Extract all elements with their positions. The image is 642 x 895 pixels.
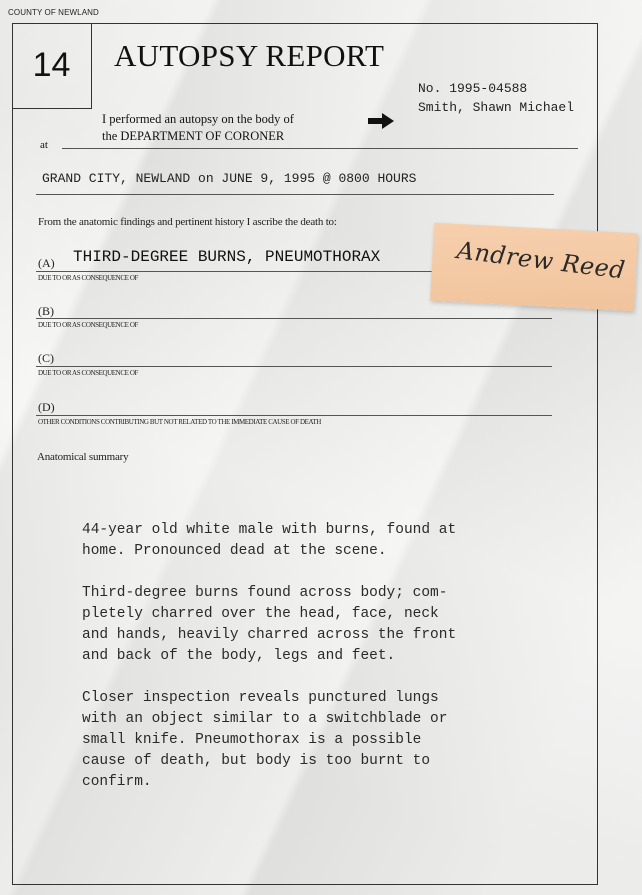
performed-line-2: the DEPARTMENT OF CORONER bbox=[102, 129, 285, 143]
cause-d-letter: (D) bbox=[38, 400, 55, 414]
cause-b-letter: (B) bbox=[38, 304, 54, 318]
summary-label: Anatomical summary bbox=[37, 451, 129, 463]
report-number: 14 bbox=[12, 23, 92, 109]
case-number: No. 1995-04588 bbox=[418, 81, 528, 96]
report-title: AUTOPSY REPORT bbox=[114, 38, 385, 73]
performed-statement bbox=[102, 111, 294, 145]
cause-c-line bbox=[36, 366, 552, 367]
cause-c-note: DUE TO OR AS CONSEQUENCE OF bbox=[38, 369, 138, 377]
cause-a-value: THIRD-DEGREE BURNS, PNEUMOTHORAX bbox=[73, 248, 381, 266]
sticky-note-text: Andrew Reed bbox=[455, 236, 627, 285]
summary-paragraph-1: 44-year old white male with burns, found at home. Pronounced dead at the scene. bbox=[82, 522, 457, 559]
anatomical-summary bbox=[82, 520, 552, 814]
autopsy-location: GRAND CITY, NEWLAND on JUNE 9, 1995 @ 0800 HOURS bbox=[42, 171, 417, 186]
at-line bbox=[62, 148, 578, 149]
cause-d-line bbox=[36, 415, 552, 416]
location-line bbox=[36, 194, 554, 195]
cause-d-note: OTHER CONDITIONS CONTRIBUTING BUT NOT RELATED TO THE IMMEDIATE CAUSE OF DEATH bbox=[38, 418, 321, 426]
county-label: COUNTY OF NEWLAND bbox=[8, 8, 99, 17]
arrow-right-icon bbox=[366, 111, 396, 131]
cause-b-line bbox=[36, 318, 552, 319]
summary-paragraph-2: Third-degree burns found across body; com- pletely charred over the head, face, neck and hands, heavily charred across the front and back of the body, legs and feet. bbox=[82, 585, 457, 664]
cause-intro: From the anatomic findings and pertinent history I ascribe the death to: bbox=[38, 216, 337, 228]
performed-line-1: I performed an autopsy on the body of bbox=[102, 112, 294, 126]
sticky-note bbox=[430, 223, 638, 312]
cause-b-note: DUE TO OR AS CONSEQUENCE OF bbox=[38, 321, 138, 329]
cause-c-letter: (C) bbox=[38, 351, 54, 365]
at-label: at bbox=[40, 139, 48, 151]
cause-a-letter: (A) bbox=[38, 256, 55, 270]
cause-a-note: DUE TO OR AS CONSEQUENCE OF bbox=[38, 274, 138, 282]
summary-paragraph-3: Closer inspection reveals punctured lungs with an object similar to a switchblade or small knife. Pneumothorax is a possible cause of death, but body is too burnt to confirm. bbox=[82, 690, 448, 790]
case-name: Smith, Shawn Michael bbox=[418, 100, 575, 115]
